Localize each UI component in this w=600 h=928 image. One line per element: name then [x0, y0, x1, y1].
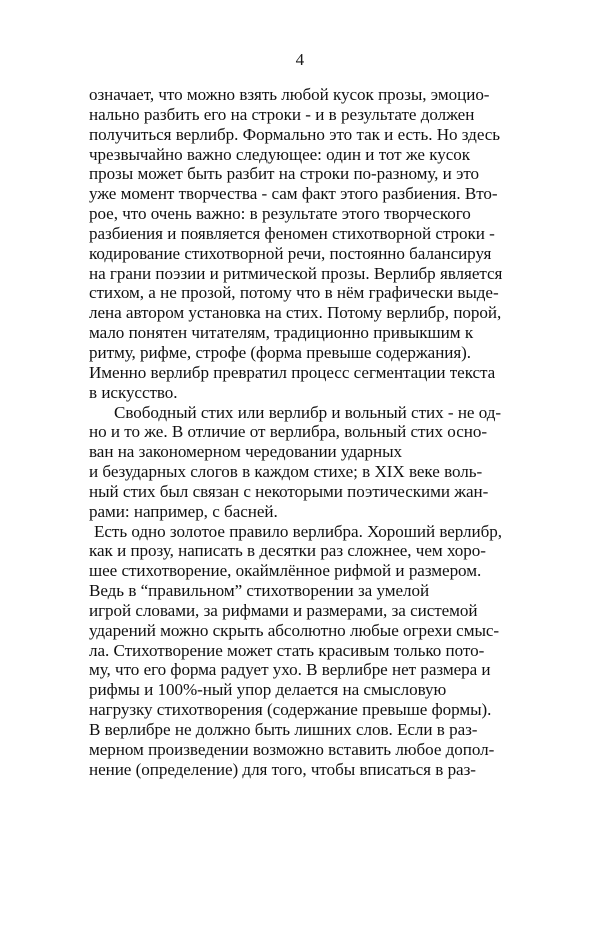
text-line: му, что его форма радует ухо. В верлибре нет размера и [89, 660, 491, 680]
text-line: В верлибре не должно быть лишних слов. Если в раз- [89, 720, 478, 739]
text-line: стихом, а не прозой, потому что в нём графически выде- [89, 283, 499, 303]
body-text-block [89, 85, 513, 780]
text-line: нагрузку стихотворения (содержание превыше формы). [89, 700, 492, 720]
text-line: чрезвычайно важно следующее: один и тот же кусок [89, 144, 470, 164]
text-line: нение (определение) для того, чтобы вписаться в раз- [89, 759, 476, 779]
text-line: уже момент творчества - сам факт этого разбиения. Вто- [89, 184, 498, 204]
text-line: рифмы и 100%-ный упор делается на смысловую [89, 680, 447, 700]
text-line: разбиения и появляется феномен стихотворной строки - [89, 223, 495, 243]
text-line: мало понятен читателям, традиционно привыкшим к [89, 323, 474, 343]
text-line: и безударных слогов в каждом стихе; в XIX веке воль- [89, 462, 483, 482]
text-line: рое, что очень важно: в результате этого творческого [89, 204, 471, 224]
text-line: кодирование стихотворной речи, постоянно балансируя [89, 243, 492, 263]
text-line: Свободный стих или верлибр и вольный стих - не од- [114, 402, 502, 422]
text-line: мерном произведении возможно вставить любое допол- [89, 739, 495, 759]
text-line: ритму, рифме, строфе (форма превыше содержания). [89, 342, 472, 362]
text-line: как и прозу, написать в десятки раз сложнее, чем хоро- [89, 541, 486, 561]
text-line: ван на закономерном чередовании ударных [89, 442, 402, 462]
text-line: в искусство. [89, 382, 178, 402]
text-line: прозы может быть разбит на строки по-разному, и это [89, 164, 480, 184]
text-line: на грани поэзии и ритмической прозы. Верлибр является [89, 263, 503, 283]
text-line: Есть одно золотое правило верлибра. Хороший верлибр, [94, 521, 502, 541]
text-line: игрой словами, за рифмами и размерами, за системой [89, 600, 478, 620]
text-line: Именно верлибр превратил процесс сегментации текста [89, 362, 496, 382]
text-line: но и то же. В отличие от верлибра, вольный стих осно- [89, 422, 487, 442]
text-line: рами: например, с басней. [89, 501, 278, 521]
text-line: означает, что можно взять любой кусок прозы, эмоцио- [89, 85, 490, 104]
text-line: получиться верлибр. Формально это так и есть. Но здесь [89, 124, 501, 144]
text-line: лена автором установка на стих. Потому верлибр, порой, [89, 303, 502, 323]
text-line: ударений можно скрыть абсолютно любые огрехи смыс- [89, 620, 500, 640]
page-number: 4 [295, 50, 305, 69]
text-line: шее стихотворение, окаймлённое рифмой и размером. [89, 561, 482, 581]
text-line: Ведь в “правильном” стихотворении за умелой [89, 581, 430, 601]
text-line: ный стих был связан с некоторыми поэтическими жан- [89, 481, 489, 501]
text-line: ла. Стихотворение может стать красивым только пото- [89, 640, 485, 660]
text-line: нально разбить его на строки - и в результате должен [89, 104, 475, 124]
